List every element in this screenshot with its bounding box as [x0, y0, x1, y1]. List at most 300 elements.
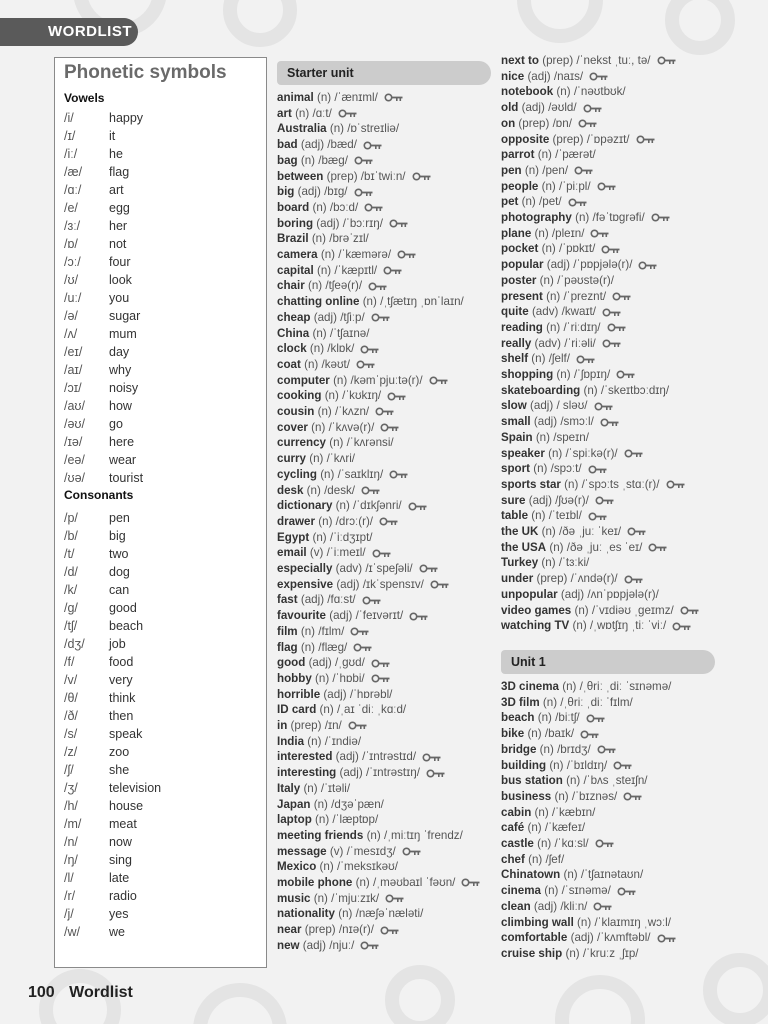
entry-phonetic: /ˈkæbɪn/: [551, 805, 596, 819]
wordlist-entry: [277, 938, 380, 954]
wordlist-entry: [501, 461, 608, 477]
entry-phonetic: /ˈkruːz ˌʃɪp/: [582, 946, 639, 960]
entry-phonetic: /ˈlæptɒp/: [332, 813, 379, 827]
entry-part-of-speech: (adj): [297, 185, 321, 199]
entry-part-of-speech: (n): [531, 509, 546, 523]
phonetic-symbol: /s/: [64, 727, 78, 741]
entry-phonetic: /ˌtʃætɪŋ ˌɒnˈlaɪn/: [380, 295, 464, 309]
entry-part-of-speech: (n): [335, 499, 350, 513]
phonetic-row: [64, 725, 254, 743]
entry-word: notebook: [501, 85, 554, 99]
wordlist-entry: [501, 695, 633, 711]
entry-word: video games: [501, 603, 572, 617]
wordlist-entry: [277, 797, 384, 813]
entry-part-of-speech: (n): [537, 711, 552, 725]
wordlist-entry: [501, 742, 617, 758]
unit1-heading: [501, 650, 715, 674]
phonetic-row: [64, 869, 254, 887]
wordlist-entry: [501, 618, 692, 634]
entry-phonetic: /ˈkæfeɪ/: [544, 821, 586, 835]
entry-part-of-speech: (n): [333, 373, 348, 387]
phonetic-row: [64, 145, 254, 163]
entry-word: drawer: [277, 514, 316, 528]
entry-part-of-speech: (n): [307, 734, 322, 748]
entry-phonetic: /pleɪn/: [551, 226, 585, 240]
entry-word: café: [501, 821, 525, 835]
entry-word: interesting: [277, 766, 337, 780]
phonetic-row: [64, 707, 254, 725]
key-icon: [657, 56, 677, 65]
phonetic-symbol: /ɜː/: [64, 219, 81, 233]
phonetic-symbol: /j/: [64, 907, 74, 921]
entry-phonetic: /ˌgʊd/: [335, 656, 365, 670]
entry-phonetic: /ˌwɒtʃɪŋ ˌtiː ˈviː/: [589, 619, 667, 633]
phonetic-example: sugar: [109, 309, 141, 323]
key-icon: [364, 203, 384, 212]
entry-word: comfortable: [501, 931, 568, 945]
entry-part-of-speech: (n): [311, 232, 326, 246]
entry-phonetic: /ʌnˈpɒpjələ(r)/: [587, 587, 659, 601]
key-icon: [375, 407, 395, 416]
entry-part-of-speech: (v): [309, 546, 324, 560]
entry-word: really: [501, 336, 532, 350]
key-icon: [384, 93, 404, 102]
entry-word: business: [501, 789, 552, 803]
entry-phonetic: /ˈiːdʒɪpt/: [329, 530, 373, 544]
entry-word: capital: [277, 263, 314, 277]
entry-phonetic: /ˈkʌri/: [326, 452, 355, 466]
key-icon: [430, 580, 450, 589]
key-icon: [623, 792, 643, 801]
entry-part-of-speech: (prep): [536, 572, 568, 586]
entry-word: cousin: [277, 405, 315, 418]
entry-phonetic: /ɒn/: [552, 116, 572, 130]
entry-phonetic: /ˈkʊkɪŋ/: [342, 389, 382, 403]
phonetic-row: [64, 163, 254, 181]
entry-phonetic: /smɔːl/: [560, 415, 594, 429]
entry-phonetic: /ˈbɪldɪŋ/: [566, 758, 608, 772]
entry-word: meeting friends: [277, 828, 364, 842]
key-icon: [627, 527, 647, 536]
entry-word: cooking: [277, 389, 322, 403]
entry-word: slow: [501, 399, 527, 413]
phonetic-example: wear: [109, 453, 137, 467]
entry-part-of-speech: (n): [315, 813, 330, 827]
entry-phonetic: /ˈɪtəli/: [320, 781, 351, 795]
entry-phonetic: /pet/: [539, 195, 562, 209]
entry-word: pen: [501, 163, 522, 177]
entry-part-of-speech: (v): [329, 844, 344, 858]
key-icon: [426, 769, 446, 778]
phonetic-row: [64, 905, 254, 923]
entry-word: on: [501, 116, 516, 130]
phonetic-example: four: [109, 255, 131, 269]
entry-phonetic: /speɪn/: [553, 430, 589, 444]
entry-phonetic: /baɪk/: [544, 727, 575, 741]
entry-part-of-speech: (adj): [336, 577, 360, 591]
entry-part-of-speech: (n): [572, 619, 587, 633]
wordlist-entry: [501, 946, 639, 962]
wordlist-entry: [277, 90, 404, 106]
phonetic-row: [64, 599, 254, 617]
entry-part-of-speech: (n): [362, 295, 377, 309]
phonetic-row: [64, 635, 254, 653]
entry-part-of-speech: (n): [541, 525, 556, 538]
phonetic-row: [64, 527, 254, 545]
entry-phonetic: /ˈtɜːki/: [558, 556, 590, 570]
entry-word: people: [501, 179, 539, 193]
phonetic-example: dog: [109, 565, 130, 579]
entry-phonetic: /ˈkʌrənsi/: [346, 436, 394, 450]
phonetic-row: [64, 797, 254, 815]
wordlist-entry: [501, 367, 636, 383]
entry-phonetic: /ˈkɑːsl/: [554, 837, 589, 850]
phonetic-example: look: [109, 273, 132, 287]
entry-part-of-speech: (n): [300, 624, 316, 638]
entry-part-of-speech: (n): [533, 462, 548, 476]
wordlist-entry: [501, 603, 700, 619]
key-icon: [595, 839, 615, 848]
entry-word: bus station: [501, 774, 563, 788]
phonetic-symbol: /ʊ/: [64, 273, 79, 287]
wordlist-entry: [277, 687, 392, 703]
entry-phonetic: /ˈklaɪmɪŋ ˌwɔːl/: [594, 915, 671, 929]
entry-phonetic: /ˈʌndə(r)/: [570, 572, 618, 586]
entry-part-of-speech: (adj): [323, 687, 347, 701]
phonetic-row: [64, 325, 254, 343]
entry-part-of-speech: (n): [312, 530, 327, 544]
phonetic-example: late: [109, 871, 130, 885]
entry-phonetic: /ˌθriː ˌdiː ˈfɪlm/: [560, 695, 633, 709]
starter-unit-title: Starter unit: [287, 66, 354, 80]
phonetic-symbol: /d/: [64, 565, 78, 579]
entry-phonetic: /næʃəˈnæləti/: [355, 907, 424, 921]
phonetic-row: [64, 469, 254, 487]
phonetic-symbol: /eɪ/: [64, 345, 83, 359]
entry-part-of-speech: (n): [565, 946, 580, 960]
entry-part-of-speech: (prep): [304, 923, 336, 937]
entry-phonetic: /biːtʃ/: [555, 711, 580, 725]
entry-part-of-speech: (adj): [329, 609, 353, 623]
entry-phonetic: /bɪg/: [324, 185, 348, 199]
wordlist-entry: [277, 734, 361, 750]
wordlist-entry: [277, 592, 382, 608]
entry-part-of-speech: (n): [542, 695, 558, 709]
entry-phonetic: /kəmˈpjuːtə(r)/: [350, 373, 423, 387]
entry-word: poster: [501, 273, 537, 287]
entry-part-of-speech: (n): [537, 148, 552, 162]
wordlist-entry: [277, 278, 388, 294]
phonetic-symbol: /z/: [64, 745, 78, 759]
wordlist-entry: [277, 812, 378, 828]
entry-word: especially: [277, 562, 333, 575]
phonetic-symbol: /g/: [64, 601, 78, 615]
wordlist-entry: [501, 867, 643, 883]
key-icon: [385, 894, 405, 903]
key-icon: [360, 345, 380, 354]
entry-part-of-speech: (n): [521, 195, 536, 209]
entry-part-of-speech: (prep): [290, 719, 322, 732]
entry-word: reading: [501, 320, 543, 334]
phonetic-row: [64, 689, 254, 707]
entry-word: ID card: [277, 703, 317, 717]
entry-phonetic: /ˈænɪml/: [334, 91, 378, 104]
entry-part-of-speech: (n): [554, 789, 569, 803]
phonetic-example: two: [109, 547, 129, 561]
wordlist-entry: [501, 383, 669, 399]
phonetic-row: [64, 671, 254, 689]
entry-phonetic: /tʃeə(r)/: [325, 279, 363, 293]
entry-part-of-speech: (n): [304, 357, 319, 371]
key-icon: [356, 360, 376, 369]
entry-word: shelf: [501, 352, 529, 366]
entry-part-of-speech: (n): [562, 680, 577, 693]
phonetic-row: [64, 833, 254, 851]
entry-part-of-speech: (n): [329, 436, 344, 450]
entry-phonetic: /əʊld/: [548, 101, 577, 115]
entry-phonetic: /ˈmesɪdʒ/: [346, 844, 396, 858]
wordlist-entry: [277, 922, 400, 938]
entry-word: China: [277, 326, 310, 340]
phonetic-symbol: /h/: [64, 799, 78, 813]
entry-phonetic: /ˈɪntrəstɪd/: [362, 750, 417, 764]
entry-word: nice: [501, 69, 525, 83]
entry-phonetic: /ˌaɪ ˈdiː ˌkɑːd/: [336, 703, 407, 717]
entry-word: under: [501, 572, 534, 586]
entry-phonetic: /ˈnəʊtbʊk/: [573, 85, 626, 99]
key-icon: [597, 182, 617, 191]
wordlist-entry: [501, 53, 677, 69]
entry-phonetic: /fɑːst/: [327, 593, 356, 607]
entry-word: chef: [501, 852, 525, 866]
phonetic-symbol: /b/: [64, 529, 78, 543]
entry-part-of-speech: (n): [574, 603, 589, 617]
wordlist-entry: [501, 336, 622, 352]
entry-word: nationality: [277, 907, 335, 921]
wordlist-entry: [501, 915, 671, 931]
entry-word: new: [277, 938, 300, 952]
phonetic-row: [64, 253, 254, 271]
phonetic-row: [64, 509, 254, 527]
entry-word: present: [501, 289, 543, 303]
phonetic-row: [64, 451, 254, 469]
phonetic-row: [64, 563, 254, 581]
key-icon: [616, 370, 636, 379]
entry-phonetic: /ˈiːmeɪl/: [326, 546, 366, 560]
entry-part-of-speech: (n): [320, 467, 335, 481]
key-icon: [348, 721, 368, 730]
wordlist-entry: [277, 530, 373, 546]
entry-phonetic: /ˈfeɪvərɪt/: [355, 609, 404, 623]
key-icon: [588, 465, 608, 474]
wordlist-entry: [277, 781, 350, 797]
entry-word: Australia: [277, 122, 327, 136]
entry-phonetic: /ˈpɒpjələ(r)/: [573, 258, 633, 272]
key-icon: [600, 418, 620, 427]
wordlist-entry: [501, 69, 609, 85]
wordlist-entry: [277, 891, 405, 907]
wordlist-entry: [277, 875, 481, 891]
entry-phonetic: /klɒk/: [327, 342, 355, 356]
wordlist-entry: [501, 587, 659, 603]
entry-part-of-speech: (n): [534, 805, 549, 819]
entry-part-of-speech: (n): [355, 876, 370, 889]
key-icon: [360, 941, 380, 950]
entry-phonetic: /ˈpəʊstə(r)/: [557, 273, 614, 287]
entry-part-of-speech: (n): [564, 477, 579, 491]
entry-part-of-speech: (n): [563, 868, 578, 882]
entry-word: India: [277, 734, 305, 748]
wordlist-entry: [277, 655, 391, 671]
wordlist-entry: [501, 883, 637, 899]
phonetic-row: [64, 415, 254, 433]
wordlist-entry: [277, 749, 442, 765]
entry-word: laptop: [277, 813, 312, 827]
entry-word: sport: [501, 462, 530, 476]
entry-word: cruise ship: [501, 946, 563, 960]
phonetic-symbol: /n/: [64, 835, 78, 849]
phonetic-symbol: /ŋ/: [64, 853, 78, 867]
key-icon: [651, 213, 671, 222]
wordlist-entry: [277, 906, 423, 922]
wordlist-entry: [501, 446, 644, 462]
wordlist-entry: [501, 789, 643, 805]
entry-phonetic: /ˈteɪbl/: [548, 509, 582, 523]
entry-part-of-speech: (adj): [300, 138, 325, 152]
entry-part-of-speech: (adj): [527, 69, 551, 83]
starter-unit-heading: [277, 61, 491, 85]
wordlist-entry: [277, 483, 381, 499]
entry-part-of-speech: (n): [320, 248, 336, 261]
entry-word: music: [277, 891, 311, 905]
entry-phonetic: /ˈkæpɪtl/: [334, 263, 378, 277]
phonetic-row: [64, 779, 254, 797]
phonetic-symbol: /dʒ/: [64, 637, 85, 651]
entry-word: board: [277, 200, 310, 214]
entry-phonetic: /ɒˈstreɪliə/: [347, 122, 400, 136]
phonetic-row: [64, 923, 254, 941]
entry-part-of-speech: (adj): [530, 399, 554, 413]
key-icon: [371, 313, 391, 322]
entry-word: bad: [277, 138, 298, 152]
phonetic-row: [64, 289, 254, 307]
entry-part-of-speech: (adj): [533, 415, 558, 429]
phonetic-row: [64, 343, 254, 361]
key-icon: [583, 104, 603, 113]
entry-part-of-speech: (adj): [313, 310, 337, 324]
phonetic-row: [64, 199, 254, 217]
entry-word: boring: [277, 216, 314, 230]
entry-part-of-speech: (n): [300, 640, 316, 654]
phonetic-example: television: [109, 781, 162, 795]
entry-part-of-speech: (n): [549, 758, 564, 772]
entry-part-of-speech: (adj): [300, 593, 325, 607]
entry-word: popular: [501, 258, 544, 272]
entry-word: chair: [277, 279, 305, 293]
key-icon: [409, 612, 429, 621]
entry-part-of-speech: (n): [366, 828, 381, 842]
entry-part-of-speech: (n): [556, 368, 571, 381]
wordlist-entry: [501, 304, 622, 320]
entry-word: parrot: [501, 148, 535, 162]
entry-phonetic: /spɔːt/: [550, 462, 582, 476]
entry-word: between: [277, 169, 324, 183]
entry-phonetic: /ˈkʌmftəbl/: [597, 931, 651, 945]
phonetic-example: meat: [109, 817, 137, 831]
entry-word: near: [277, 923, 302, 937]
wordlist-entry: [277, 765, 446, 781]
phonetic-row: [64, 851, 254, 869]
entry-phonetic: /ˈbɔːrɪŋ/: [342, 216, 383, 230]
wordlist-entry: [501, 758, 633, 774]
phonetic-row: [64, 617, 254, 635]
wordlist-entry: [501, 414, 620, 430]
phonetic-example: very: [109, 673, 133, 687]
wordlist-entry: [277, 608, 429, 624]
wordlist-entry: [501, 147, 596, 163]
entry-part-of-speech: (n): [534, 226, 549, 240]
entry-phonetic: /ˈbʌs ˌsteɪʃn/: [583, 774, 648, 788]
wordlist-entry: [501, 430, 589, 446]
phonetic-example: here: [109, 435, 135, 449]
wordlist-entry: [501, 836, 615, 852]
entry-word: beach: [501, 711, 535, 725]
entry-part-of-speech: (n): [577, 915, 592, 929]
wordlist-entry: [277, 184, 374, 200]
entry-phonetic: /ʃelf/: [548, 352, 570, 366]
entry-word: Egypt: [277, 530, 310, 544]
entry-word: animal: [277, 91, 314, 104]
entry-phonetic: /ˈhɒbi/: [332, 671, 365, 685]
entry-phonetic: /bɪˈtwiːn/: [360, 169, 406, 183]
wordlist-entry: [501, 179, 617, 195]
entry-part-of-speech: (adj): [528, 493, 552, 507]
key-icon: [597, 745, 617, 754]
entry-word: clean: [501, 899, 531, 913]
phonetic-row: [64, 361, 254, 379]
entry-phonetic: /ʃʊə(r)/: [555, 493, 589, 507]
entry-word: watching TV: [501, 619, 570, 633]
phonetic-symbol: /ɪ/: [64, 129, 76, 143]
entry-word: bag: [277, 153, 298, 167]
entry-phonetic: /ˈhɒrəbl/: [349, 687, 393, 701]
entry-word: horrible: [277, 687, 321, 701]
phonetic-symbol: /w/: [64, 925, 80, 939]
wordlist-entry: [277, 137, 383, 153]
entry-part-of-speech: (adj): [308, 656, 332, 670]
entry-part-of-speech: (n): [309, 342, 325, 356]
phonetic-symbol: /ʌ/: [64, 327, 78, 341]
entry-word: expensive: [277, 577, 334, 591]
entry-word: photography: [501, 211, 572, 224]
entry-word: email: [277, 546, 307, 560]
phonetic-symbol: /ʃ/: [64, 763, 74, 777]
entry-phonetic: /kəʊt/: [321, 357, 350, 371]
entry-word: film: [277, 624, 298, 638]
wordlist-entry: [277, 357, 376, 373]
page-footer: [28, 984, 133, 1002]
phonetic-example: how: [109, 399, 132, 413]
wordlist-entry: [501, 493, 615, 509]
phonetic-row: [64, 307, 254, 325]
phonetic-example: food: [109, 655, 134, 669]
phonetic-example: good: [109, 601, 137, 615]
phonetic-row: [64, 815, 254, 833]
phonetic-example: noisy: [109, 381, 139, 395]
phonetic-title: Phonetic symbols: [64, 62, 227, 83]
key-icon: [389, 219, 409, 228]
key-icon: [362, 596, 382, 605]
